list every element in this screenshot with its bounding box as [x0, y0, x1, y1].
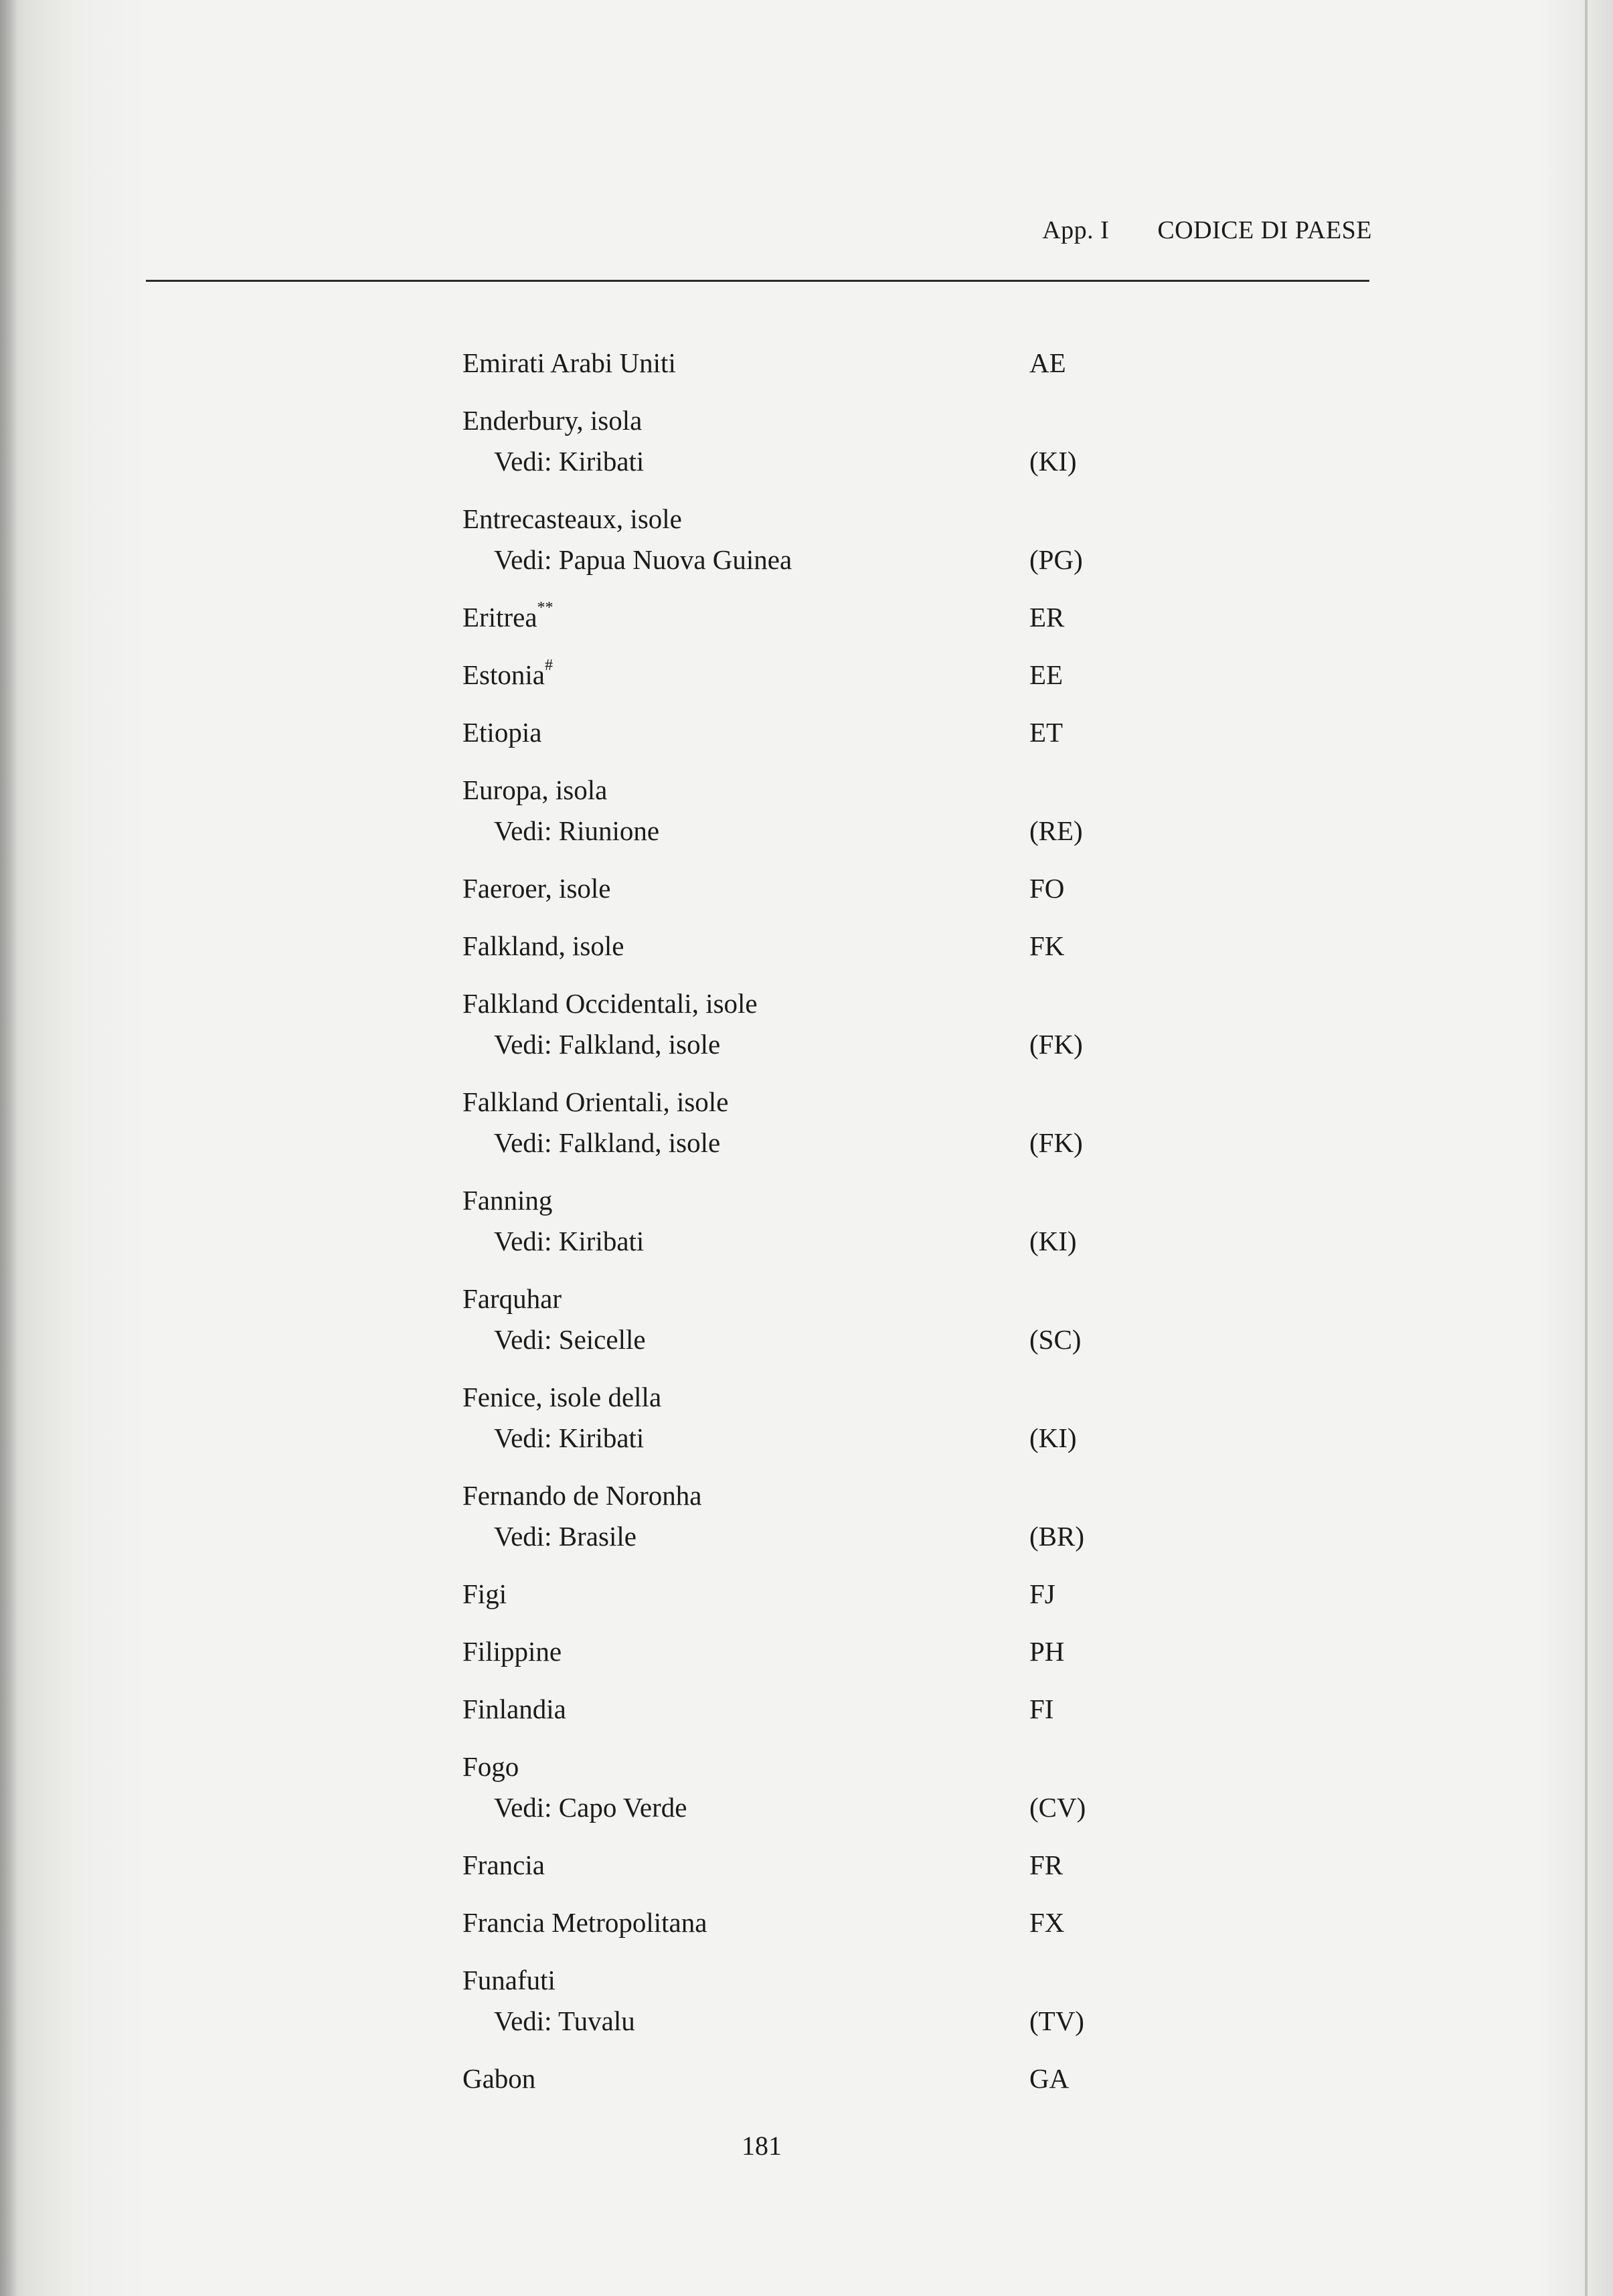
country-name: Falkland Occidentali, isole: [462, 988, 758, 1019]
country-code: (TV): [1029, 2005, 1084, 2036]
entry-name: [462, 1961, 1132, 1999]
country-name: Figi: [462, 1578, 507, 1609]
country-code: GA: [1029, 2063, 1070, 2094]
country-name: Francia Metropolitana: [462, 1907, 707, 1938]
entry-name: [462, 1083, 1132, 1121]
entry-name: [462, 985, 1132, 1022]
country-name: Fanning: [462, 1185, 553, 1216]
entry-name: [462, 1477, 1132, 1514]
country-name: Farquhar: [462, 1283, 562, 1314]
page-number: 181: [742, 2131, 782, 2161]
country-code: (KI): [1029, 446, 1077, 477]
see-reference: Vedi: Riunione: [494, 815, 660, 846]
country-code: (RE): [1029, 815, 1083, 846]
country-name: Emirati Arabi Uniti: [462, 347, 676, 378]
country-code: ER: [1029, 602, 1065, 633]
country-code: (KI): [1029, 1422, 1077, 1453]
see-reference: Vedi: Seicelle: [494, 1324, 646, 1355]
country-code: (BR): [1029, 1521, 1084, 1552]
country-code: PH: [1029, 1636, 1065, 1667]
country-code: (FK): [1029, 1127, 1083, 1158]
country-name: Faeroer, isole: [462, 873, 611, 904]
entry-name: [462, 1748, 1132, 1785]
country-name: Francia: [462, 1850, 545, 1880]
country-name: Gabon: [462, 2063, 536, 2094]
country-name: Falkland, isole: [462, 930, 624, 961]
country-code: (CV): [1029, 1792, 1086, 1823]
country-code: FK: [1029, 930, 1065, 961]
country-name: Eritrea: [462, 602, 537, 633]
see-reference: Vedi: Tuvalu: [494, 2005, 635, 2036]
see-reference: Vedi: Falkland, isole: [494, 1029, 721, 1060]
country-name: Fogo: [462, 1751, 519, 1782]
country-code: FJ: [1029, 1578, 1055, 1609]
entry-name: [462, 1181, 1132, 1219]
see-reference: Vedi: Capo Verde: [494, 1792, 687, 1823]
country-code: FO: [1029, 873, 1065, 904]
see-reference: Vedi: Falkland, isole: [494, 1127, 721, 1158]
country-name: Estonia: [462, 659, 545, 690]
country-code: (KI): [1029, 1226, 1077, 1256]
country-name: Filippine: [462, 1636, 562, 1667]
country-code: FR: [1029, 1850, 1064, 1880]
country-name: Funafuti: [462, 1965, 556, 1995]
country-name: Falkland Orientali, isole: [462, 1086, 729, 1117]
country-name: Europa, isola: [462, 774, 608, 805]
country-code: AE: [1029, 347, 1066, 378]
country-name: Entrecasteaux, isole: [462, 503, 682, 534]
entry-name: [462, 402, 1132, 439]
country-name: Enderbury, isola: [462, 405, 643, 436]
entry-name: [462, 1280, 1132, 1317]
country-name: Fenice, isole della: [462, 1382, 662, 1412]
entry-name: [462, 500, 1132, 538]
see-reference: Vedi: Papua Nuova Guinea: [494, 544, 792, 575]
country-name: Finlandia: [462, 1694, 566, 1724]
appendix-label: App. I: [1042, 216, 1110, 244]
country-code: (PG): [1029, 544, 1083, 575]
country-code: FX: [1029, 1907, 1065, 1938]
footnote-mark: **: [537, 599, 554, 617]
see-reference: Vedi: Kiribati: [494, 446, 645, 477]
see-reference: Vedi: Kiribati: [494, 1226, 645, 1256]
country-code: EE: [1029, 659, 1064, 690]
see-reference: Vedi: Brasile: [494, 1521, 636, 1552]
entry-name: [462, 1378, 1132, 1416]
country-code: (SC): [1029, 1324, 1082, 1355]
see-reference: Vedi: Kiribati: [494, 1422, 645, 1453]
country-name: Etiopia: [462, 717, 542, 748]
footnote-mark: #: [544, 657, 553, 675]
entry-name: [462, 771, 1132, 809]
country-code: FI: [1029, 1694, 1054, 1724]
country-code: (FK): [1029, 1029, 1083, 1060]
country-code: ET: [1029, 717, 1064, 748]
country-name: Fernando de Noronha: [462, 1480, 702, 1511]
section-title: CODICE DI PAESE: [1157, 216, 1372, 244]
